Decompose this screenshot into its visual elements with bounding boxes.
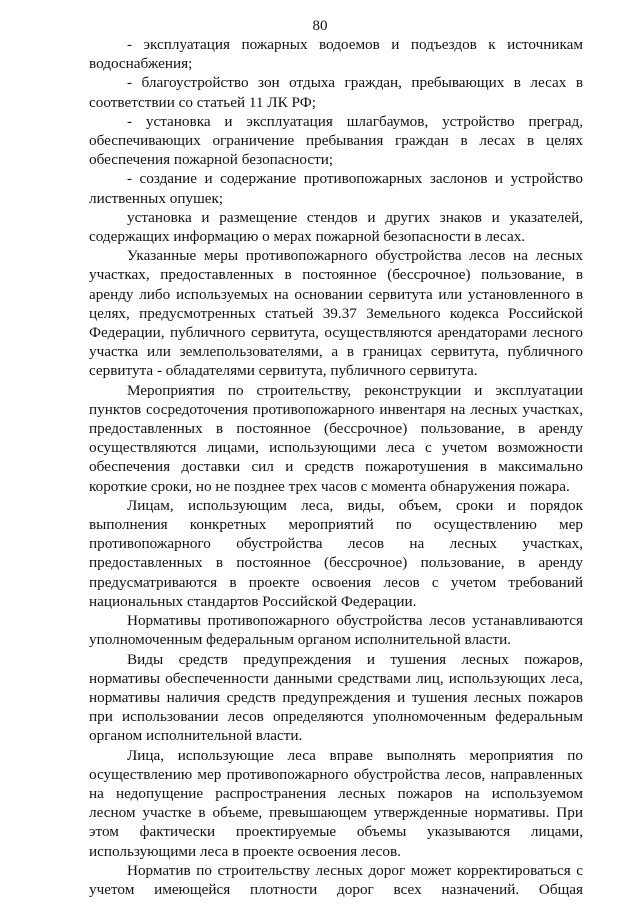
paragraph-stands-signs: установка и размещение стендов и других знаков и указателей, содержащих информацию о мерах пожарной безопасности в лесах. xyxy=(89,208,583,246)
paragraph-recreation-zones: - благоустройство зон отдыха граждан, пребывающих в лесах в соответствии со статьей 11 ЛК РФ; xyxy=(89,74,583,111)
paragraph-voluntary-measures: Лица, использующие леса вправе выполнять мероприятия по осуществлению мер противопожарного обустройства лесов, направленных на недопущение распространения лесных пожаров на используемом лесном участке в объеме, превышающем утвержденные нормативы. При этом фактически проектируемые объемы указываются лицами, использующими леса в проекте освоения лесов. xyxy=(89,746,583,860)
paragraph-fire-means: Виды средств предупреждения и тушения лесных пожаров, нормативы обеспеченности данными средствами лиц, использующих леса, нормативы наличия средств предупреждения и тушения лесных пожаров при использовании лесов определяются уполномоченным федеральным органом исполнительной власти. xyxy=(89,650,583,745)
document-body xyxy=(89,35,583,899)
page-number: 80 xyxy=(312,18,328,34)
paragraph-forest-users: Лицам, использующим леса, виды, объем, сроки и порядок выполнения конкретных мероприятий по осуществлению мер противопожарного обустройства лесов на лесных участках, предоставленных в постоянное (бессрочное) пользование, в аренду предусматриваются в проекте освоения лесов с учетом требований национальных стандартов Российской Федерации. xyxy=(89,496,583,610)
paragraph-firebreaks: - создание и содержание противопожарных заслонов и устройство лиственных опушек; xyxy=(89,170,583,207)
paragraph-barriers: - установка и эксплуатация шлагбаумов, устройство преград, обеспечивающих ограничение пребывания граждан в лесах в целях обеспечения пожарной безопасности; xyxy=(89,112,583,169)
paragraph-road-norm: Норматив по строительству лесных дорог может корректироваться с учетом имеющейся плотности дорог всех назначений. Общая xyxy=(89,861,583,898)
paragraph-inventory-points: Мероприятия по строительству, реконструкции и эксплуатации пунктов сосредоточения противопожарного инвентаря на лесных участках, предоставленных в постоянное (бессрочное) пользование, в аренду осуществляются лицами, использующими леса с учетом возможности обеспечения доставки сил и средств пожаротушения в максимально короткие сроки, но не позднее трех часов с момента обнаружения пожара. xyxy=(89,381,583,495)
paragraph-norms: Нормативы противопожарного обустройства лесов устанавливаются уполномоченным федеральным органом исполнительной власти. xyxy=(89,612,583,649)
paragraph-fire-measures: Указанные меры противопожарного обустройства лесов на лесных участках, предоставленных в постоянное (бессрочное) пользование, в аренду либо используемых на основании сервитута или установленного в целях, предусмотренных статьей 39.37 Земельного кодекса Российской Федерации, публичного сервитута, осуществляются арендаторами лесного участка или землепользователями, а в границах сервитута, публичного сервитута - обладателями сервитута, публичного сервитута. xyxy=(89,247,583,380)
paragraph-fire-reservoirs: - эксплуатация пожарных водоемов и подъездов к источникам водоснабжения; xyxy=(89,36,583,73)
